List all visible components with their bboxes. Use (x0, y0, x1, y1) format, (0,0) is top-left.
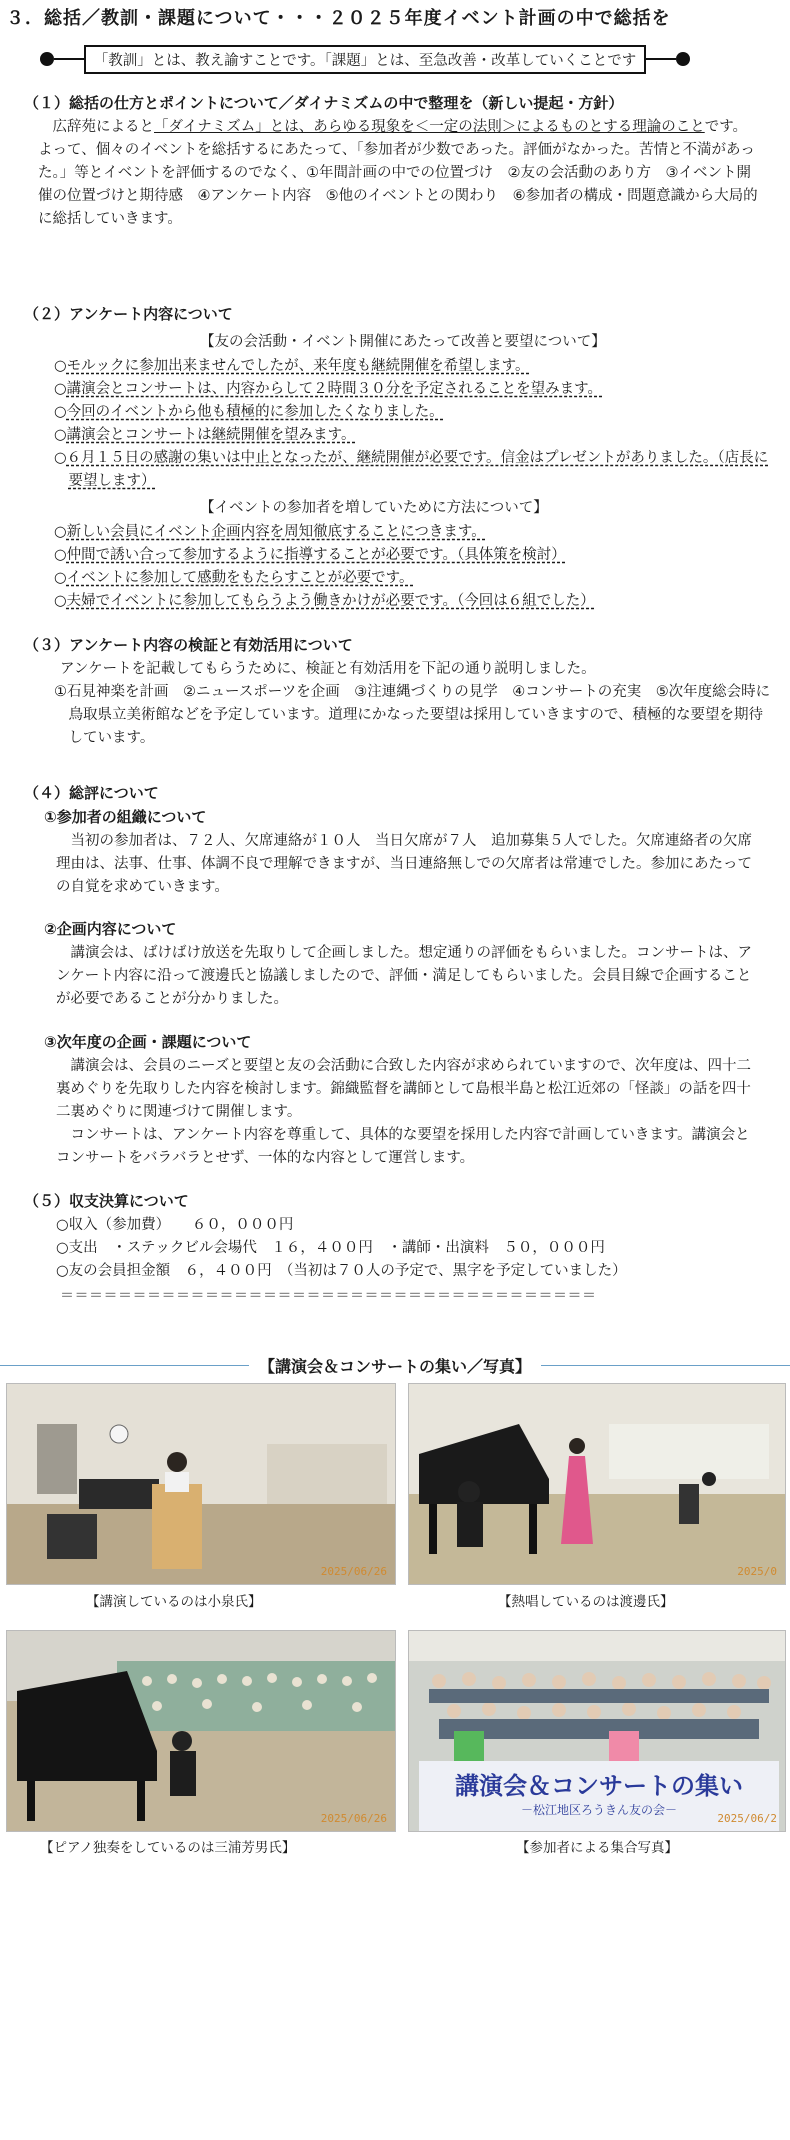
budget-expense: ○支出 ・ステックビル会場代 １６，４００円 ・講師・出演料 ５０，０００円 (56, 1240, 605, 1256)
section-4-sub-1: ①参加者の組織について (44, 808, 207, 826)
photo-piano (6, 1630, 396, 1832)
photo-caption-3: 【ピアノ独奏をしているのは三浦芳男氏】 (40, 1840, 296, 1856)
list-item: ○仲間で誘い合って参加するように指導することが必要です。（具体策を検討） (54, 547, 566, 563)
bullet-dot-icon (40, 52, 54, 66)
list-item: ○モルックに参加出来ませんでしたが、来年度も継続開催を希望します。 (54, 358, 530, 374)
section-1-text-b: です。よって、個々のイベントを総括するにあたって、「参加者が少数であった。評価がなかった。苦情と不満があった。」等とイベントを評価するのでなく、①年間計画の中での位置づけ ②友の会活動のあり方 ③イベント開催の位置づけと期待感 ④アンケート内容 ⑤他のイベントとの関わり ⑥参加者の構成・問題意識から大局的に総括していきます。 (38, 119, 758, 227)
group-photo-banner-subtitle: －松江地区ろうきん友の会－ (520, 1803, 677, 1817)
photo-singing (408, 1383, 786, 1585)
section-3-intro: アンケートを記載してもらうために、検証と有効活用を下記の通り説明しました。 (60, 661, 596, 677)
bullet-dot-icon (676, 52, 690, 66)
list-item: ○講演会とコンサートは、内容からして２時間３０分を予定されることを望みます。 (54, 381, 602, 397)
separator-line: ＝＝＝＝＝＝＝＝＝＝＝＝＝＝＝＝＝＝＝＝＝＝＝＝＝＝＝＝＝＝＝＝＝＝＝＝＝ (60, 1288, 597, 1304)
photo-date-stamp: 2025/0 (737, 1565, 777, 1578)
budget-member-share: ○友の会員担金額 ６，４００円 （当初は７０人の予定で、黒字を予定していました） (56, 1263, 627, 1279)
divider (54, 58, 84, 60)
divider (0, 1365, 249, 1366)
section-4-sub-2: ②企画内容について (44, 920, 177, 938)
list-item: ○講演会とコンサートは継続開催を望みます。 (54, 427, 356, 443)
section-3-heading: （３）アンケート内容の検証と有効活用について (24, 636, 353, 654)
photo-group (408, 1630, 786, 1832)
photo-date-stamp: 2025/06/26 (320, 1812, 387, 1825)
section-1-heading: （１）総括の仕方とポイントについて／ダイナミズムの中で整理を（新しい提起・方針） (24, 94, 624, 112)
budget-income: ○収入（参加費） ６０，０００円 (56, 1217, 294, 1233)
photo-section-title-text: 【講演会＆コンサートの集い／写真】 (259, 1356, 532, 1376)
section-5-heading: （５）収支決算について (24, 1192, 189, 1210)
list-item: ○夫婦でイベントに参加してもらうよう働きかけが必要です。（今回は６組でした） (54, 593, 595, 609)
divider (541, 1365, 790, 1366)
photo-lecture-image (7, 1384, 395, 1584)
section-4-sub-3: ③次年度の企画・課題について (44, 1033, 252, 1051)
list-item: ○６月１５日の感謝の集いは中止となったが、継続開催が必要です。信金はプレゼントがありました。（店長に要望します） (54, 450, 769, 489)
survey-group-1-heading: 【友の会活動・イベント開催にあたって改善と要望について】 (200, 334, 606, 350)
photo-date-stamp: 2025/06/26 (320, 1565, 387, 1578)
divider (646, 58, 676, 60)
section-4-body-3b: コンサートは、アンケート内容を尊重して、具体的な要望を採用した内容で計画していきます。講演会とコンサートをバラバラとせず、一体的な内容として運営します。 (56, 1127, 750, 1166)
photo-section-title (0, 1352, 790, 1378)
definition-bar (40, 44, 690, 74)
list-item: ○新しい会員にイベント企画内容を周知徹底することにつきます。 (54, 524, 486, 540)
section-4-body-3a: 講演会は、会員のニーズと要望と友の会活動に合致した内容が求められていますので、次年度は、四十二裏めぐりを先取りした内容を検討します。錦織監督を講師として島根半島と松江近郊の「怪談」の話を四十二裏めぐりに関連づけて開催します。 (56, 1058, 751, 1120)
photo-singing-image (409, 1384, 785, 1584)
section-4-body-1: 当初の参加者は、７２人、欠席連絡が１０人 当日欠席が７人 追加募集５人でした。欠席連絡者の欠席理由は、法事、仕事、体調不良で理解できますが、当日連絡無しでの欠席者は常連でした。参加にあたっての自覚を求めていきます。 (56, 833, 752, 895)
section-4-body-2: 講演会は、ばけばけ放送を先取りして企画しました。想定通りの評価をもらいました。コンサートは、アンケート内容に沿って渡邊氏と協議しましたので、評価・満足してもらいました。会員目線で企画することが必要であることが分かりました。 (56, 945, 752, 1007)
section-2-heading: （２）アンケート内容について (24, 305, 233, 323)
section-1-definition: 「ダイナミズム」とは、あらゆる現象を＜一定の法則＞によるものとする理論のこと (154, 119, 705, 135)
photo-date-stamp: 2025/06/2 (717, 1812, 777, 1825)
survey-group-2-heading: 【イベントの参加者を増していために方法について】 (200, 500, 548, 516)
photo-piano-image (7, 1631, 395, 1831)
document-title: ３．総括／教訓・課題について・・・２０２５年度イベント計画の中で総括を (6, 8, 671, 29)
list-item: ○今回のイベントから他も積極的に参加したくなりました。 (54, 404, 444, 420)
list-item: ○イベントに参加して感動をもたらすことが必要です。 (54, 570, 414, 586)
section-4-heading: （４）総評について (24, 784, 159, 802)
group-photo-banner-title: 講演会＆コンサートの集い (455, 1772, 743, 1800)
definition-box: 「教訓」とは、教え諭すことです。「課題」とは、至急改善・改革していくことです (84, 45, 647, 74)
photo-caption-4: 【参加者による集合写真】 (516, 1840, 678, 1856)
photo-caption-1: 【講演しているのは小泉氏】 (86, 1594, 262, 1610)
section-1-body (38, 116, 758, 231)
section-1-text-a: 広辞苑によると (52, 119, 154, 135)
section-3-body: ①石見神楽を計画 ②ニュースポーツを企画 ③注連縄づくりの見学 ④コンサートの充実 ⑤次年度総会時に鳥取県立美術館などを予定しています。道理にかなった要望は採用していきますので、積極的な要望を期待しています。 (54, 684, 771, 746)
photo-lecture (6, 1383, 396, 1585)
photo-caption-2: 【熱唱しているのは渡邊氏】 (498, 1594, 674, 1610)
